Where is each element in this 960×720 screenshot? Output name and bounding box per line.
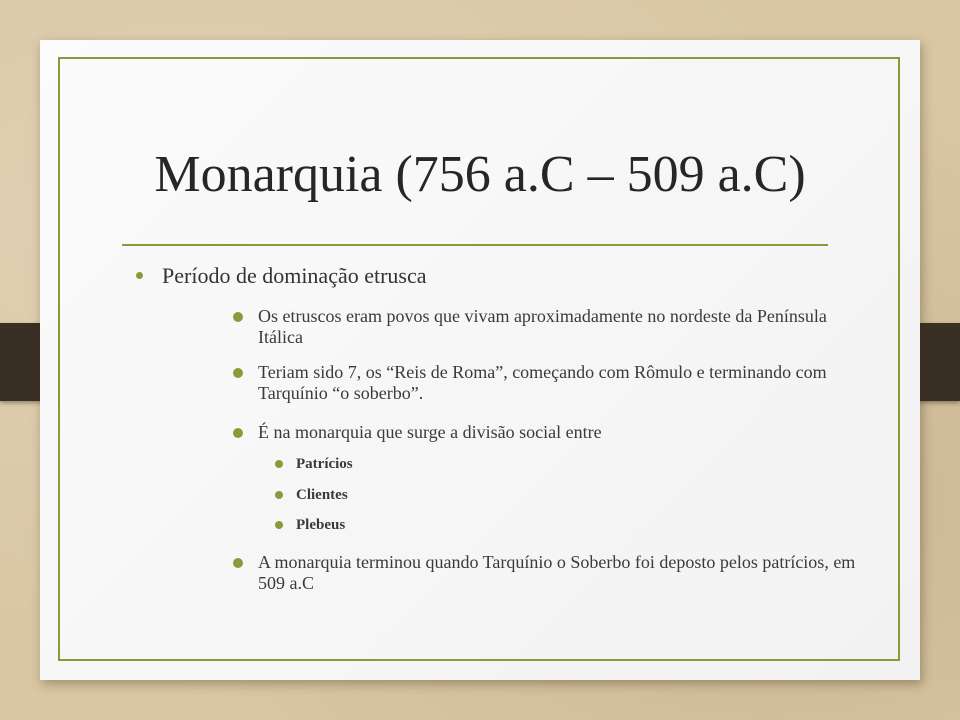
bullet-patricios: Patrícios (296, 456, 353, 472)
bullet-fim-monarquia: A monarquia terminou quando Tarquínio o Soberbo foi deposto pelos patrícios, em 509 a.C (258, 552, 856, 593)
title-underline (122, 244, 828, 246)
bullet-divisao-social: É na monarquia que surge a divisão social entre (258, 422, 602, 442)
bullet-dot-icon (136, 272, 143, 279)
slide-paper (40, 40, 920, 680)
bullet-dot-icon (233, 312, 243, 322)
slide-title: Monarquia (756 a.C – 509 a.C) (154, 146, 806, 203)
bullet-dot-icon (233, 428, 243, 438)
bullet-dot-icon (275, 521, 283, 529)
left-strap (0, 323, 44, 401)
bullet-reis-de-roma: Teriam sido 7, os “Reis de Roma”, começando com Rômulo e terminando com Tarquínio “o soberbo”. (258, 362, 827, 403)
bullet-dot-icon (275, 491, 283, 499)
bullet-clientes: Clientes (296, 487, 348, 503)
bullet-dot-icon (275, 460, 283, 468)
bullet-etruscos: Os etruscos eram povos que vivam aproximadamente no nordeste da Península Itálica (258, 306, 827, 347)
bullet-dot-icon (233, 558, 243, 568)
bullet-dominacao-etrusca: Período de dominação etrusca (162, 263, 427, 288)
bullet-plebeus: Plebeus (296, 517, 346, 533)
bullet-dot-icon (233, 368, 243, 378)
